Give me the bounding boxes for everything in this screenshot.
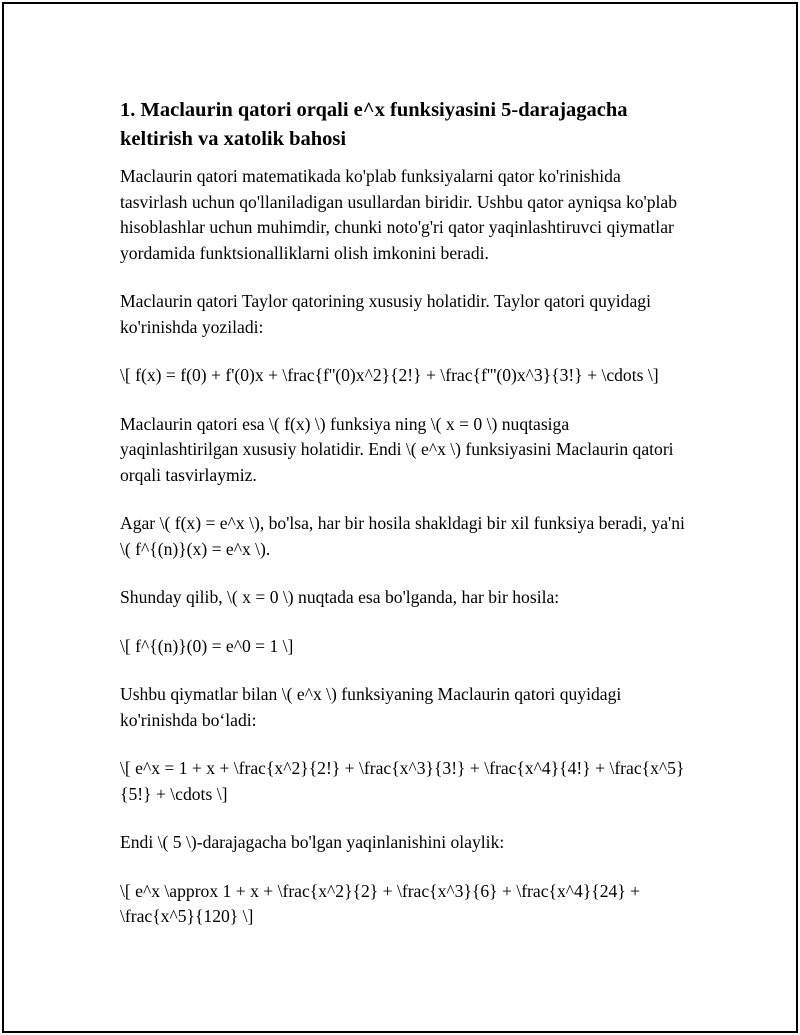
paragraph-intro: Maclaurin qatori matematikada ko'plab funksiyalarni qator ko'rinishida tasvirlash uchun qo'llaniladigan usullardan biridir. Ushbu qator ayniqsa ko'plab hisoblashlar uchun muhimdir, chunki noto'g'ri qator yaqinlashtiruvci qiymatlar yordamida funktsionalliklarni olish imkonini beradi. xyxy=(120,166,678,263)
paragraph-taylor: Maclaurin qatori Taylor qatorining xususiy holatidir. Taylor qatori quyidagi ko'rinishda yoziladi: xyxy=(120,291,651,337)
formula-exp-series: \[ e^x = 1 + x + \frac{x^2}{2!} + \frac{x^3}{3!} + \frac{x^4}{4!} + \frac{x^5}{5!} + \cdots \] xyxy=(120,758,685,804)
document-body xyxy=(120,96,690,953)
formula-exp-approx: \[ e^x \approx 1 + x + \frac{x^2}{2} + \frac{x^3}{6} + \frac{x^4}{24} + \frac{x^5}{120} \] xyxy=(120,880,641,926)
formula-derivative-at-zero: \[ f^{(n)}(0) = e^0 = 1 \] xyxy=(120,635,294,656)
paragraph-series-form: Ushbu qiymatlar bilan \( e^x \) funksiyaning Maclaurin qatori quyidagi ko'rinishda bo‘ladi: xyxy=(120,684,622,730)
page-frame xyxy=(2,2,798,1033)
paragraph-fifth-order: Endi \( 5 \)-darajagacha bo'lgan yaqinlanishini olaylik: xyxy=(120,832,505,852)
page-title: 1. Maclaurin qatori orqali e^x funksiyasini 5-darajagacha keltirish va xatolik bahosi xyxy=(120,99,628,150)
formula-taylor-series: \[ f(x) = f(0) + f'(0)x + \frac{f''(0)x^2}{2!} + \frac{f'''(0)x^3}{3!} + \cdots \] xyxy=(120,365,659,385)
paragraph-derivative: Agar \( f(x) = e^x \), bo'lsa, har bir hosila shakldagi bir xil funksiya beradi, ya'ni \( f^{(n)}(x) = e^x \). xyxy=(120,513,685,559)
paragraph-maclaurin: Maclaurin qatori esa \( f(x) \) funksiya ning \( x = 0 \) nuqtasiga yaqinlashtirilgan xususiy holatidir. Endi \( e^x \) funksiyasini Maclaurin qatori orqali tasvirlaymiz. xyxy=(120,413,674,485)
paragraph-at-zero: Shunday qilib, \( x = 0 \) nuqtada esa bo'lganda, har bir hosila: xyxy=(120,587,560,607)
